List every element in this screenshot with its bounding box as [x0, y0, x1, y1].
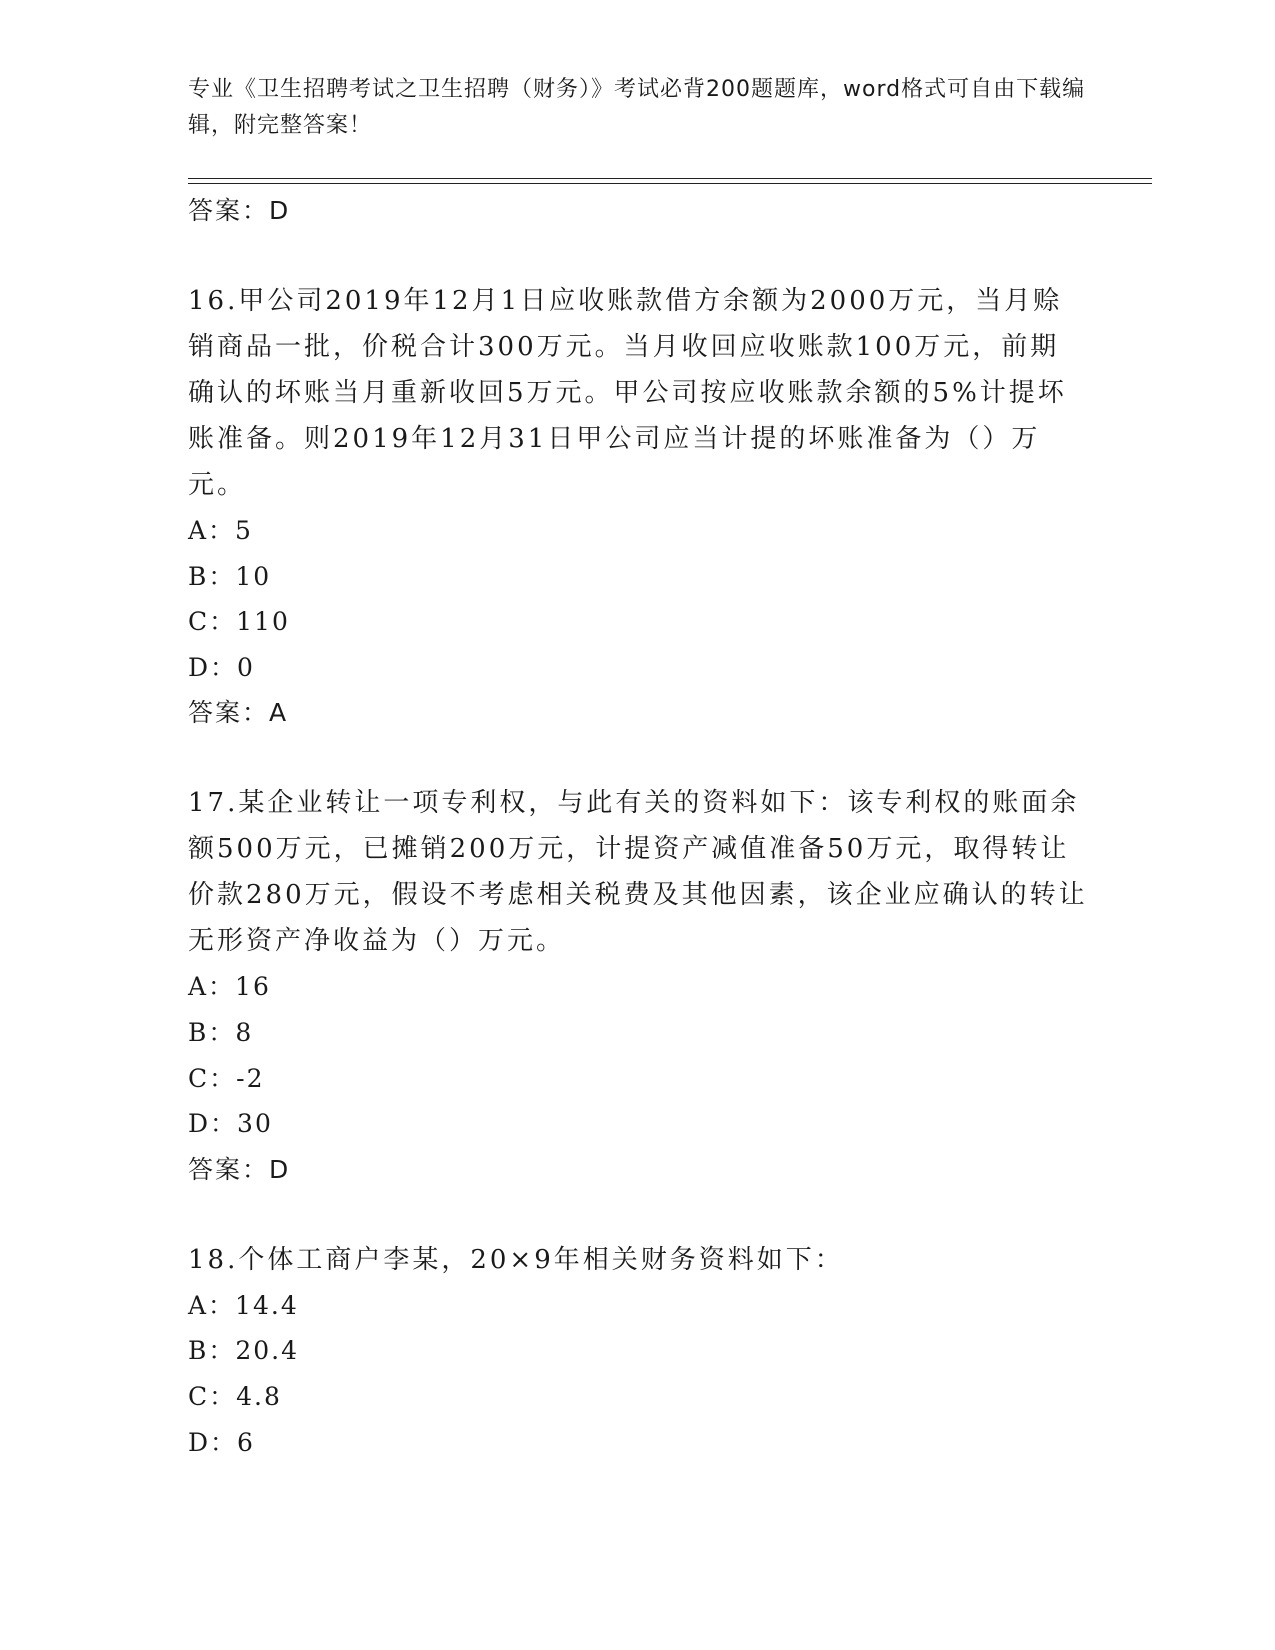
- header-rule-thick: [188, 178, 1152, 179]
- option-b: B：10: [188, 561, 272, 591]
- answer-line: 答案：A: [188, 698, 289, 728]
- option-b: B：8: [188, 1017, 254, 1047]
- option-a: A：16: [188, 972, 271, 1002]
- question-18: [188, 1237, 1088, 1465]
- answer-line: 答案：D: [188, 1154, 291, 1184]
- document-header: 专业《卫生招聘考试之卫生招聘（财务）》考试必背200题题库，word格式可自由下载编辑，附完整答案！: [188, 77, 1086, 138]
- option-d: D：6: [188, 1427, 255, 1457]
- option-d: D：0: [188, 652, 255, 682]
- question-stem: 17.某企业转让一项专利权，与此有关的资料如下：该专利权的账面余额500万元，已摊销200万元，计提资产减值准备50万元，取得转让价款280万元，假设不考虑相关税费及其他因素，该企业应确认的转让无形资产净收益为（）万元。: [188, 788, 1088, 957]
- option-a: A：5: [188, 516, 253, 545]
- option-a: A：14.4: [188, 1290, 299, 1320]
- question-16: [188, 278, 1088, 736]
- option-c: C：-2: [188, 1063, 265, 1093]
- option-c: C：4.8: [188, 1381, 282, 1411]
- option-d: D：30: [188, 1109, 273, 1139]
- question-stem: 16.甲公司2019年12月1日应收账款借方余额为2000万元，当月赊销商品一批，价税合计300万元。当月收回应收账款100万元，前期确认的坏账当月重新收回5万元。甲公司按应收账款余额的5%计提坏账准备。则2019年12月31日甲公司应当计提的坏账准备为（）万元。: [188, 286, 1067, 500]
- document-body: [188, 188, 1088, 1465]
- option-b: B：20.4: [188, 1336, 300, 1366]
- question-17: [188, 780, 1088, 1192]
- question-stem: 18.个体工商户李某，20×9年相关财务资料如下：: [188, 1244, 844, 1275]
- header-rule-thin: [188, 183, 1152, 184]
- answer-line: 答案：D: [188, 196, 291, 225]
- option-c: C：110: [188, 607, 290, 637]
